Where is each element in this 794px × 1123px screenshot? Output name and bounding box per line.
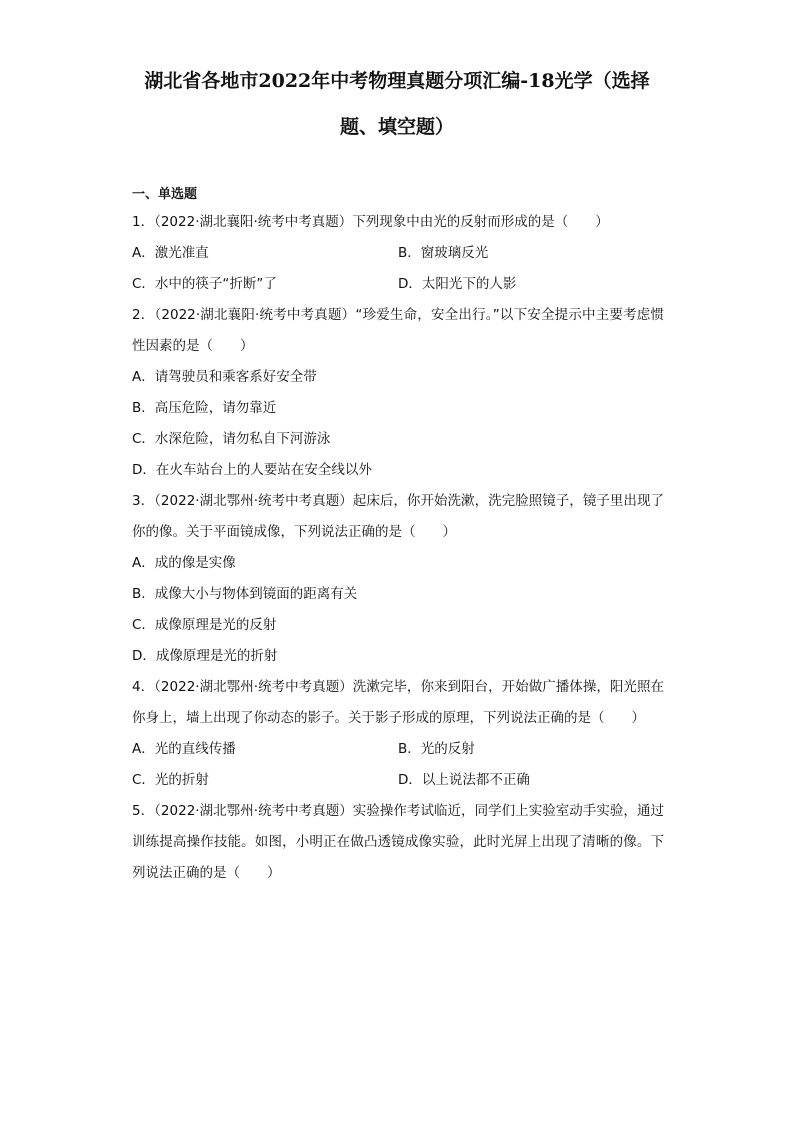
question-1-stem: 1．（2022·湖北襄阳·统考中考真题）下列现象中由光的反射而形成的是（ ） — [132, 214, 609, 230]
question-1-options-row-1 — [132, 238, 664, 269]
question-4-stem: 4．（2022·湖北鄂州·统考中考真题）洗漱完毕，你来到阳台，开始做广播体操，阳光照在你身上，墙上出现了你动态的影子。关于影子形成的原理，下列说法正确的是（ ） — [132, 679, 664, 726]
title-line-2: 题、填空题） — [339, 116, 454, 138]
option-b: B．光的反射 — [398, 741, 475, 757]
option-a: A．成的像是实像 — [132, 555, 236, 571]
document-title — [120, 58, 674, 150]
title-line-1: 湖北省各地市2022年中考物理真题分项汇编-18光学（选择 — [144, 70, 650, 92]
option-b: B．成像大小与物体到镜面的距离有关 — [132, 586, 358, 602]
option-a: A．激光准直 — [132, 245, 209, 261]
question-4-options-row-2 — [132, 765, 664, 796]
option-d: D．在火车站台上的人要站在安全线以外 — [132, 462, 372, 478]
option-d: D．太阳光下的人影 — [398, 276, 517, 292]
option-c: C．成像原理是光的反射 — [132, 617, 277, 633]
option-b: B．窗玻璃反光 — [398, 245, 489, 261]
option-a: A．请驾驶员和乘客系好安全带 — [132, 369, 317, 385]
option-d: D．成像原理是光的折射 — [132, 648, 278, 664]
option-c: C．水中的筷子“折断”了 — [132, 276, 277, 292]
option-c: C．水深危险，请勿私自下河游泳 — [132, 431, 331, 447]
question-3-stem: 3．（2022·湖北鄂州·统考中考真题）起床后，你开始洗漱，洗完脸照镜子，镜子里出现了你的像。关于平面镜成像，下列说法正确的是（ ） — [132, 493, 664, 540]
question-2-stem: 2．（2022·湖北襄阳·统考中考真题）“珍爱生命，安全出行。”以下安全提示中主要考虑惯性因素的是（ ） — [132, 307, 664, 354]
question-body — [132, 183, 664, 889]
question-1-options-row-2 — [132, 269, 664, 300]
question-5-stem: 5．（2022·湖北鄂州·统考中考真题）实验操作考试临近，同学们上实验室动手实验，通过训练提高操作技能。如图，小明正在做凸透镜成像实验，此时光屏上出现了清晰的像。下列说法正确的是（ ） — [132, 803, 664, 881]
option-b: B．高压危险，请勿靠近 — [132, 400, 277, 416]
option-a: A．光的直线传播 — [132, 741, 236, 757]
option-c: C．光的折射 — [132, 772, 209, 788]
section-heading: 一、单选题 — [132, 187, 198, 202]
option-d: D．以上说法都不正确 — [398, 772, 530, 788]
question-4-options-row-1 — [132, 734, 664, 765]
